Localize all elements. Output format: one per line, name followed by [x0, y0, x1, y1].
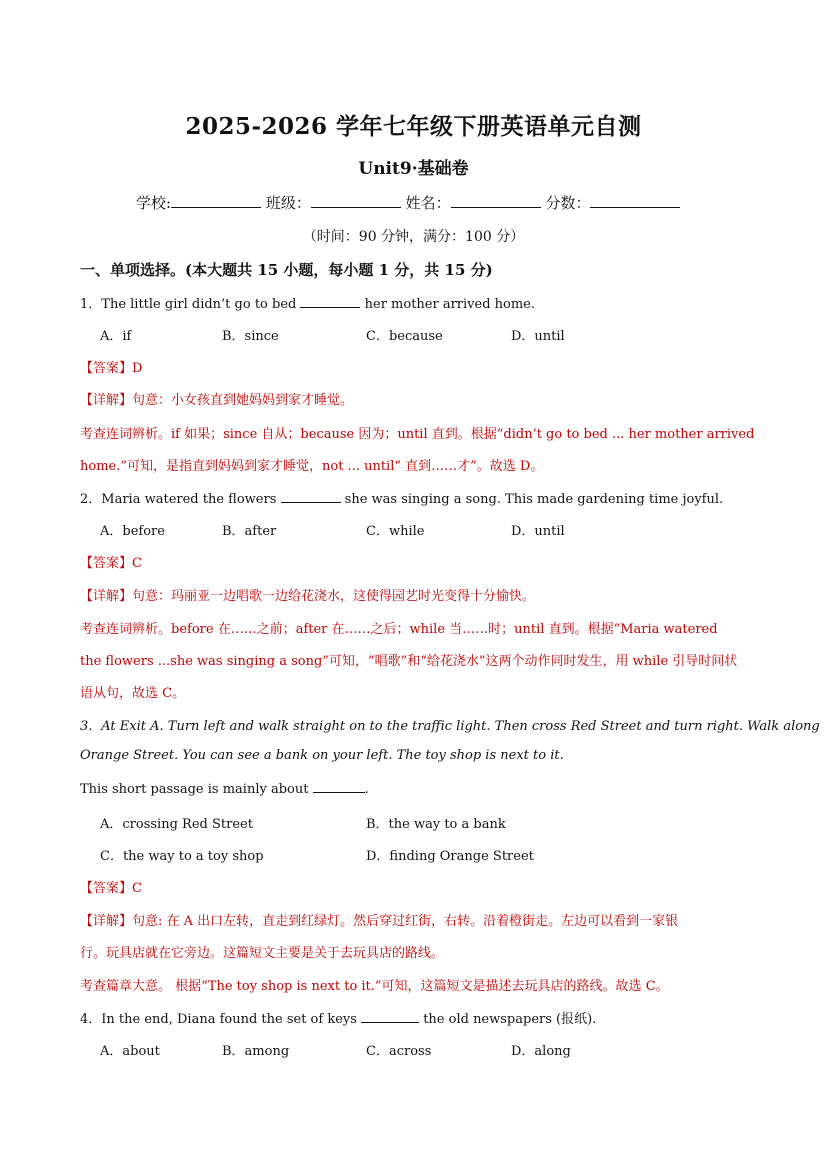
name-label: 姓名： — [405, 194, 451, 212]
option-b: B．the way to a bank — [366, 817, 506, 832]
question-3-stem-text: This short passage is mainly about — [80, 782, 309, 797]
option-c: C．the way to a toy shop — [100, 849, 264, 864]
score-blank — [590, 193, 680, 208]
option-a: A．before — [100, 524, 165, 539]
passage-line: Orange Street. You can see a bank on your left. The toy shop is next to it. — [80, 748, 564, 763]
exam-title: 2025-2026 学年七年级下册英语单元自测 — [185, 113, 642, 140]
detail-tag: 【详解】 — [80, 393, 133, 408]
answer-blank — [281, 490, 341, 503]
detail-line — [80, 389, 353, 408]
section-heading: 一、单项选择。(本大题共 15 小题，每小题 1 分，共 15 分) — [80, 261, 493, 279]
student-info-row — [136, 192, 680, 213]
question-1-stem-end: her mother arrived home. — [364, 297, 536, 312]
class-label: 班级： — [265, 194, 311, 212]
class-blank — [311, 193, 401, 208]
school-blank — [171, 193, 261, 208]
detail-tag: 【详解】 — [80, 914, 133, 929]
detail-line — [80, 585, 535, 604]
stem-period: . — [364, 782, 369, 797]
name-blank — [451, 193, 541, 208]
answer-label: 【答案】C — [80, 556, 142, 571]
answer-blank — [300, 295, 360, 308]
option-c: C．across — [366, 1044, 432, 1059]
option-a: A．crossing Red Street — [100, 817, 253, 832]
option-d: D．until — [511, 329, 565, 344]
option-a: A．if — [100, 329, 132, 344]
detail-tag: 【详解】 — [80, 589, 133, 604]
analysis-line: 考查连词辨析。if 如果；since 自从；because 因为；until 直到。根据“didn’t go to bed ... her mother arrived — [80, 427, 755, 442]
option-b: B．among — [222, 1044, 290, 1059]
detail-text: 句意: 在 A 出口左转，直走到红绿灯。然后穿过红街，右转。沿着橙街走。左边可以看到一家银 — [132, 914, 679, 929]
option-b: B．after — [222, 524, 277, 539]
question-4-stem-start: 4．In the end, Diana found the set of keys — [80, 1012, 357, 1027]
analysis-line: 考查连词辨析。before 在……之前；after 在……之后；while 当……时；until 直到。根据“Maria watered — [80, 622, 718, 637]
question-1-stem-start: 1．The little girl didn’t go to bed — [80, 297, 297, 312]
option-c: C．because — [366, 329, 443, 344]
option-d: D．finding Orange Street — [366, 849, 534, 864]
score-label: 分数： — [545, 194, 591, 212]
detail-text: 句意：小女孩直到她妈妈到家才睡觉。 — [132, 393, 354, 408]
school-label: 学校: — [136, 194, 172, 212]
question-2-stem-end: she was singing a song. This made gardening time joyful. — [344, 492, 724, 507]
question-2-stem-start: 2．Maria watered the flowers — [80, 492, 277, 507]
option-d: D．along — [511, 1044, 571, 1059]
question-1-stem — [80, 293, 535, 312]
question-4-stem — [80, 1008, 596, 1027]
question-2-stem — [80, 488, 723, 507]
answer-label: 【答案】D — [80, 361, 143, 376]
detail-text: 句意：玛丽亚一边唱歌一边给花浇水，这使得园艺时光变得十分愉快。 — [132, 589, 536, 604]
option-c: C．while — [366, 524, 425, 539]
option-a: A．about — [100, 1044, 160, 1059]
detail-line — [80, 910, 678, 929]
analysis-line: 语从句，故选 C。 — [80, 686, 186, 701]
exam-subtitle: Unit9·基础卷 — [358, 159, 469, 179]
answer-label: 【答案】C — [80, 881, 142, 896]
analysis-line: 考查篇章大意。 根据“The toy shop is next to it.”可知，这篇短文是描述去玩具店的路线。故选 C。 — [80, 979, 669, 994]
question-3-stem — [80, 780, 369, 797]
answer-blank — [313, 780, 365, 793]
question-4-stem-end: the old newspapers (报纸). — [423, 1012, 597, 1027]
passage-line: 3．At Exit A. Turn left and walk straight on to the traffic light. Then cross Red Street and turn right. Walk along — [80, 719, 820, 734]
option-d: D．until — [511, 524, 565, 539]
analysis-line: the flowers ...she was singing a song”可知，“唱歌”和“给花浇水”这两个动作同时发生，用 while 引导时间状 — [80, 654, 738, 669]
time-info: （时间：90 分钟，满分：100 分） — [302, 229, 525, 245]
analysis-line: home.”可知，是指直到妈妈到家才睡觉，not ... until“ 直到……才”。故选 D。 — [80, 459, 544, 474]
detail-line: 行。玩具店就在它旁边。这篇短文主要是关于去玩具店的路线。 — [80, 946, 445, 961]
answer-blank — [361, 1010, 419, 1023]
option-b: B．since — [222, 329, 279, 344]
